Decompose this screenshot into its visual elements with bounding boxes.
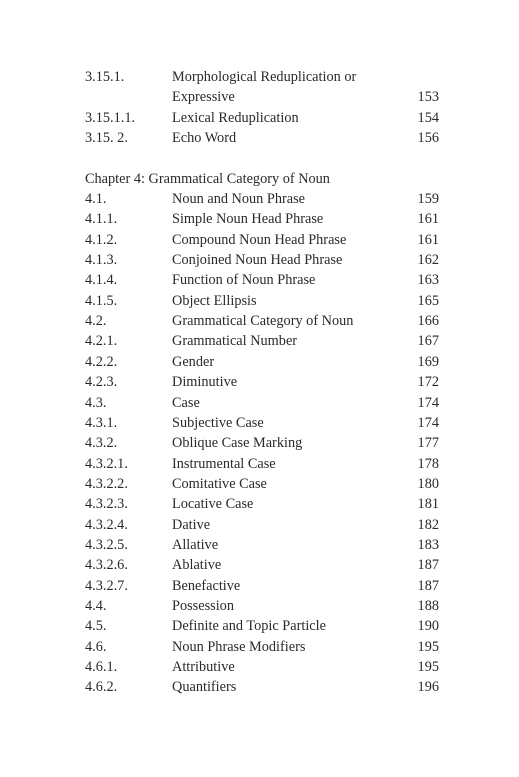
toc-entry-page: 166 <box>417 313 439 330</box>
toc-entry-number: 4.2.3. <box>85 374 118 391</box>
toc-entry <box>85 372 439 392</box>
toc-entry <box>85 535 439 555</box>
toc-entry-number: 4.6. <box>85 638 107 655</box>
toc-entry-page: 156 <box>417 130 439 147</box>
toc-entry <box>85 270 439 290</box>
toc-entry-title: Locative Case <box>172 496 254 513</box>
toc-entry-number: 4.3.2.1. <box>85 455 128 472</box>
toc-entry-page: 195 <box>417 638 439 655</box>
toc-entry-title: Expressive <box>172 89 235 106</box>
toc-entry <box>85 291 439 311</box>
toc-entry <box>85 128 439 148</box>
toc-entry-page: 172 <box>417 374 439 391</box>
toc-entry-page: 180 <box>417 475 439 492</box>
toc-entry-page: 181 <box>417 496 439 513</box>
toc-entry-page: 177 <box>417 435 439 452</box>
toc-entry-page: 195 <box>417 658 439 675</box>
chapter-heading: Chapter 4: Grammatical Category of Noun <box>85 170 330 187</box>
toc-entry-number: 4.3.1. <box>85 414 118 431</box>
toc-entry-title: Possession <box>172 597 234 614</box>
toc-entry-title: Quantifiers <box>172 679 237 696</box>
toc-entry <box>85 433 439 453</box>
toc-entry-page: 183 <box>417 536 439 553</box>
toc-entry-page: 159 <box>417 191 439 208</box>
toc-entry-title: Dative <box>172 516 211 533</box>
toc-entry-number: 4.2.1. <box>85 333 118 350</box>
toc-entry-title: Morphological Reduplication or <box>172 69 357 85</box>
toc-entry-number: 4.6.1. <box>85 658 118 675</box>
toc-entry-title: Benefactive <box>172 577 241 594</box>
toc-entry-number: 4.1.5. <box>85 292 118 309</box>
toc-entry-title: Compound Noun Head Phrase <box>172 231 347 248</box>
toc-entry-page: 196 <box>417 679 439 696</box>
toc-entry-title: Noun and Noun Phrase <box>172 191 306 208</box>
toc-entry-title: Attributive <box>172 658 235 675</box>
toc-entry-number: 4.1. <box>85 191 107 208</box>
toc-entry-page: 154 <box>417 109 439 126</box>
toc-entry <box>85 657 439 677</box>
toc-entry-page: 169 <box>417 353 439 370</box>
toc-entry <box>85 454 439 474</box>
toc-entry <box>85 596 439 616</box>
toc-entry-number: 4.3.2.3. <box>85 496 128 513</box>
toc-entry-title: Oblique Case Marking <box>172 435 303 452</box>
toc-entry-page: 167 <box>417 333 439 350</box>
toc-entry-page: 174 <box>417 414 439 431</box>
toc-entry <box>85 494 439 514</box>
toc-entry-number: 4.1.2. <box>85 231 118 248</box>
toc-entry-number: 4.3.2. <box>85 435 118 452</box>
toc-entry <box>85 87 439 107</box>
toc-entry <box>85 189 439 209</box>
section-spacer <box>85 148 439 168</box>
toc-entry-number: 4.2. <box>85 313 107 330</box>
toc-entry-title: Object Ellipsis <box>172 292 257 309</box>
toc-entry <box>85 474 439 494</box>
toc-entry-title: Noun Phrase Modifiers <box>172 638 306 655</box>
toc-entry <box>85 576 439 596</box>
table-of-contents <box>85 67 439 698</box>
toc-entry-title: Subjective Case <box>172 414 264 431</box>
toc-entry-number: 3.15.1. <box>85 69 125 85</box>
toc-entry-title: Echo Word <box>172 130 237 147</box>
toc-entry-title: Definite and Topic Particle <box>172 618 326 635</box>
toc-entry-number: 4.3.2.4. <box>85 516 128 533</box>
toc-entry-page: 165 <box>417 292 439 309</box>
toc-entry <box>85 413 439 433</box>
toc-entry <box>85 677 439 697</box>
toc-entry-page: 178 <box>417 455 439 472</box>
toc-entry-number: 4.1.1. <box>85 211 118 228</box>
toc-entry-page: 182 <box>417 516 439 533</box>
toc-entry-number: 4.1.4. <box>85 272 118 289</box>
toc-entry-page: 188 <box>417 597 439 614</box>
toc-entry-number: 4.3. <box>85 394 107 411</box>
toc-entry-title: Function of Noun Phrase <box>172 272 316 289</box>
toc-entry-number: 4.3.2.2. <box>85 475 128 492</box>
toc-entry <box>85 108 439 128</box>
toc-entry-page: 190 <box>417 618 439 635</box>
toc-entry-title: Case <box>172 394 200 411</box>
toc-entry-page: 161 <box>417 211 439 228</box>
toc-entry <box>85 250 439 270</box>
toc-entry-title: Ablative <box>172 557 222 574</box>
toc-entry-number: 3.15. 2. <box>85 130 128 147</box>
toc-entry-title: Grammatical Category of Noun <box>172 313 354 330</box>
toc-entry <box>85 616 439 636</box>
toc-entry <box>85 209 439 229</box>
toc-entry-number: 4.6.2. <box>85 679 118 696</box>
toc-section-chapter3-continued <box>85 67 439 148</box>
toc-entry-number: 4.5. <box>85 618 107 635</box>
toc-entry <box>85 637 439 657</box>
toc-entry-title: Conjoined Noun Head Phrase <box>172 252 343 269</box>
toc-entry-title: Allative <box>172 536 219 553</box>
toc-entry-title: Grammatical Number <box>172 333 298 350</box>
toc-entry <box>85 352 439 372</box>
toc-entry <box>85 331 439 351</box>
toc-entry <box>85 393 439 413</box>
toc-entry-title: Instrumental Case <box>172 455 276 472</box>
toc-entry <box>85 67 439 87</box>
toc-entry-number: 4.2.2. <box>85 353 118 370</box>
toc-entry-page: 163 <box>417 272 439 289</box>
toc-entry-page: 174 <box>417 394 439 411</box>
toc-entry-number: 4.4. <box>85 597 107 614</box>
toc-entry-title: Comitative Case <box>172 475 267 492</box>
toc-entry-number: 4.1.3. <box>85 252 118 269</box>
toc-section-chapter4 <box>85 189 439 698</box>
toc-entry-page: 153 <box>417 89 439 106</box>
toc-entry-page: 187 <box>417 557 439 574</box>
toc-entry-number: 4.3.2.7. <box>85 577 128 594</box>
toc-entry-number: 4.3.2.6. <box>85 557 128 574</box>
toc-entry <box>85 555 439 575</box>
toc-entry-title: Simple Noun Head Phrase <box>172 211 324 228</box>
toc-entry-number: 4.3.2.5. <box>85 536 128 553</box>
toc-entry <box>85 311 439 331</box>
toc-entry <box>85 230 439 250</box>
toc-entry-number: 3.15.1.1. <box>85 109 136 126</box>
toc-entry <box>85 515 439 535</box>
toc-entry-title: Lexical Reduplication <box>172 109 299 126</box>
toc-entry-page: 162 <box>417 252 439 269</box>
toc-entry-title: Gender <box>172 353 215 370</box>
toc-entry-title: Diminutive <box>172 374 238 391</box>
toc-entry-page: 161 <box>417 231 439 248</box>
toc-entry-page: 187 <box>417 577 439 594</box>
